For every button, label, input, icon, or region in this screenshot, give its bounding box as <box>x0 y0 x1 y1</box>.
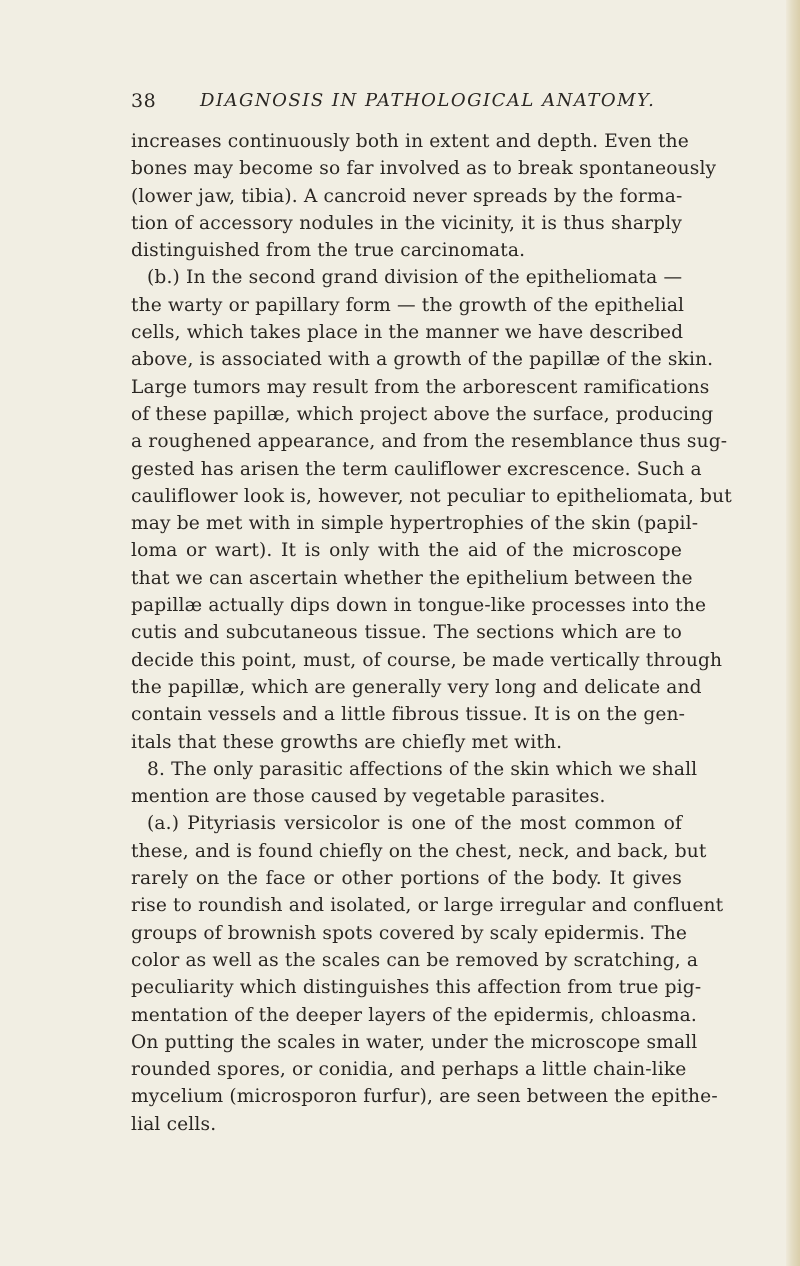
text-line: a roughened appearance, and from the resemblance thus sug- <box>131 431 728 453</box>
page-header <box>131 90 671 120</box>
text-line: the papillæ, which are generally very long and delicate and <box>131 676 702 698</box>
text-line: On putting the scales in water, under the microscope small <box>131 1031 698 1053</box>
text-line: itals that these growths are chiefly met with. <box>131 731 563 753</box>
page-edge-shadow <box>786 0 800 1266</box>
paragraph-start-line: (a.) Pityriasis versicolor is one of the most common of <box>147 813 682 835</box>
text-line: that we can ascertain whether the epithelium between the <box>131 567 693 589</box>
text-line: mentation of the deeper layers of the epidermis, chloasma. <box>131 1004 697 1026</box>
text-line: these, and is found chiefly on the chest, neck, and back, but <box>131 840 707 862</box>
text-line: cutis and subcutaneous tissue. The sections which are to <box>131 622 682 644</box>
text-line: cauliflower look is, however, not peculiar to epitheliomata, but <box>131 485 732 507</box>
text-line: groups of brownish spots covered by scaly epidermis. The <box>131 922 688 944</box>
text-line: (lower jaw, tibia). A cancroid never spreads by the forma- <box>131 185 683 207</box>
text-line: increases continuously both in extent and depth. Even the <box>131 131 689 152</box>
text-line: contain vessels and a little fibrous tissue. It is on the gen- <box>131 704 686 726</box>
text-line: may be met with in simple hypertrophies of the skin (papil- <box>131 513 699 535</box>
text-line: above, is associated with a growth of the papillæ of the skin. <box>131 349 714 371</box>
text-line: loma or wart). It is only with the aid of the microscope <box>131 540 682 562</box>
text-line: rarely on the face or other portions of the body. It gives <box>131 868 682 890</box>
text-line: the warty or papillary form — the growth of the epithelial <box>131 294 685 316</box>
paragraph-start-line: (b.) In the second grand division of the epitheliomata — <box>147 267 683 289</box>
text-line: decide this point, must, of course, be made vertically through <box>131 649 723 671</box>
text-line: papillæ actually dips down in tongue-like processes into the <box>131 595 707 617</box>
text-line: Large tumors may result from the arborescent ramifications <box>131 376 710 398</box>
text-line: rise to roundish and isolated, or large irregular and confluent <box>131 895 724 917</box>
text-line: gested has arisen the term cauliflower excrescence. Such a <box>131 458 702 480</box>
text-line: distinguished from the true carcinomata. <box>131 240 526 262</box>
text-line: bones may become so far involved as to break spontaneously <box>131 158 717 180</box>
paragraph-start-line: 8. The only parasitic affections of the skin which we shall <box>147 758 698 780</box>
running-head: DIAGNOSIS IN PATHOLOGICAL ANATOMY. <box>200 90 656 111</box>
text-line: tion of accessory nodules in the vicinity, it is thus sharply <box>131 212 682 234</box>
text-line: mention are those caused by vegetable parasites. <box>131 786 606 808</box>
text-line: cells, which takes place in the manner we have described <box>131 322 684 344</box>
text-line: peculiarity which distinguishes this affection from true pig- <box>131 977 702 999</box>
text-line: of these papillæ, which project above the surface, producing <box>131 403 714 425</box>
text-line: lial cells. <box>131 1113 217 1135</box>
text-line: mycelium (microsporon furfur), are seen between the epithe- <box>131 1086 718 1108</box>
text-line: color as well as the scales can be removed by scratching, a <box>131 949 699 971</box>
page-number: 38 <box>131 90 157 112</box>
body-text <box>131 128 732 1138</box>
text-line: rounded spores, or conidia, and perhaps a little chain-like <box>131 1059 687 1081</box>
